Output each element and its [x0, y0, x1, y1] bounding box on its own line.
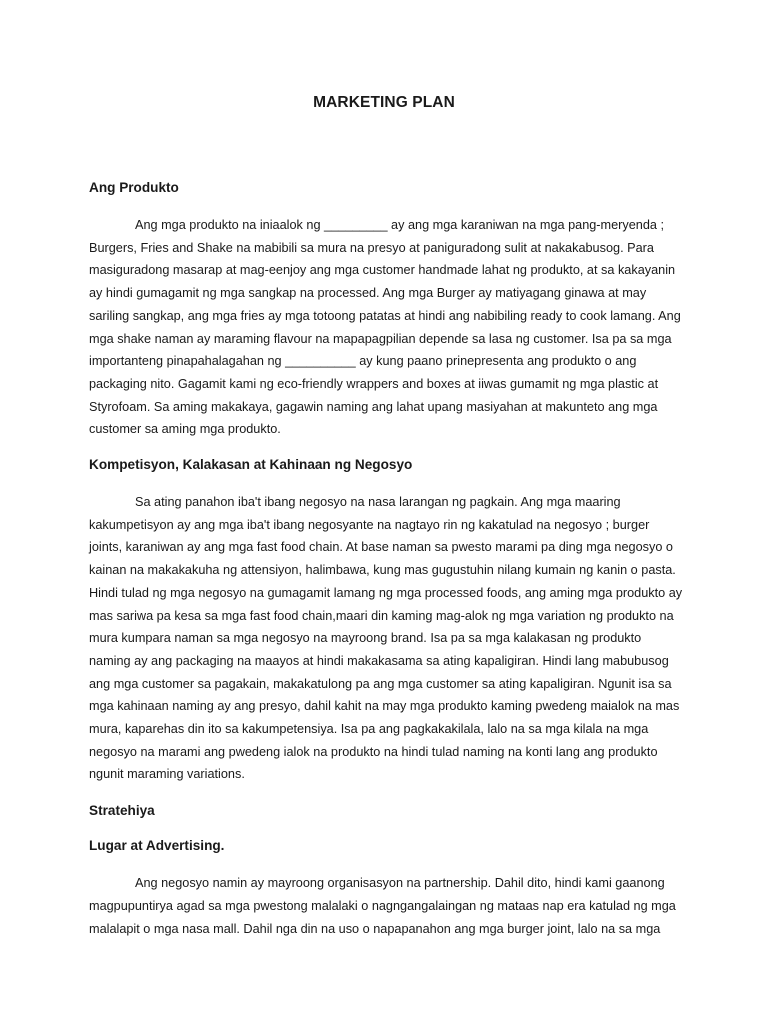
section-heading-lugar-advertising: Lugar at Advertising.	[89, 838, 225, 854]
paragraph-line: Ang mga produkto na iniaalok ng _________ ay ang mga karaniwan na mga pang-meryenda ;	[135, 218, 665, 232]
section-heading-kompetisyon: Kompetisyon, Kalakasan at Kahinaan ng Negosyo	[89, 457, 413, 473]
section-paragraph-lugar-advertising	[89, 872, 679, 940]
paragraph-line: naming ay ang packaging na maayos at hindi makakasama sa ating kapaligiran. Hindi lang mabubusog	[89, 653, 669, 668]
paragraph-line: magpupuntirya agad sa mga pwestong malalaki o nagngangalaingan ng mataas nap era katulad ng mga	[89, 898, 676, 913]
paragraph-line: mga kahinaan naming ay ang presyo, dahil kahit na may mga produkto kaming pwedeng maialok na mas	[89, 699, 680, 714]
paragraph-line: Ang negosyo namin ay mayroong organisasyon na partnership. Dahil dito, hindi kami gaanong	[135, 876, 665, 891]
section-heading-stratehiya: Stratehiya	[89, 803, 155, 819]
paragraph-line: ngunit maraming variations.	[89, 767, 245, 782]
section-paragraph-kompetisyon	[89, 491, 683, 786]
document-title: MARKETING PLAN	[313, 94, 455, 111]
section-paragraph-produkto	[89, 214, 679, 441]
paragraph-line: mura kumpara naman sa mga negosyo na mayroong brand. Isa pa sa mga kalakasan ng produkto	[89, 631, 642, 646]
document-body	[89, 178, 683, 940]
paragraph-line: negosyo na marami ang pwedeng ialok na produkto na hindi tulad naming na konti lang ang produkto	[89, 744, 658, 759]
paragraph-line: Hindi tulad ng mga negosyo na gumagamit lamang ng mga processed foods, ang aming mga produkto ay	[89, 585, 683, 600]
paragraph-line: customer sa aming mga produkto.	[89, 422, 281, 437]
paragraph-line: Burgers, Fries and Shake na mabibili sa mura na presyo at paniguradong sulit at nakakabusog. Para	[89, 240, 654, 255]
paragraph-line: sariling sangkap, ang mga fries ay mga totoong patatas at hindi ang nabibiling ready to cook lamang. Ang	[89, 308, 681, 323]
paragraph-line: ay hindi gumagamit ng mga sangkap na processed. Ang mga Burger ay matiyagang ginawa at may	[89, 286, 647, 301]
paragraph-line: importanteng pinapahalagahan ng __________ ay kung paano prinepresenta ang produkto o ang	[89, 354, 637, 369]
paragraph-line: mura, kaparehas din ito sa kakumpetensiya. Isa pa ang pagkakakilala, lalo na sa mga kilala na mga	[89, 722, 649, 737]
paragraph-line: ang mga customer sa pagakain, makakatulong pa ang mga customer sa ating kapaligiran. Ngunit isa sa	[89, 676, 672, 691]
section-heading-produkto: Ang Produkto	[89, 180, 179, 195]
paragraph-line: masiguradong masarap at mag-eenjoy ang mga customer handmade lahat ng produkto, at sa kakayanin	[89, 263, 676, 278]
paragraph-line: joints, karaniwan ay ang mga fast food chain. At base naman sa pwesto marami pa ding mga negosyo o	[89, 540, 673, 555]
paragraph-line: mas sariwa pa kesa sa mga fast food chain,maari din kaming mag-alok ng mga variation ng produkto na	[89, 608, 674, 623]
paragraph-line: malalapit o mga nasa mall. Dahil nga din na uso o napapanahon ang mga burger joint, lalo na sa mga	[89, 921, 661, 936]
paragraph-line: mga shake naman ay maraming flavour na mapapagpilian depende sa lasa ng customer. Isa pa sa mga	[89, 331, 672, 346]
paragraph-line: Sa ating panahon iba't ibang negosyo na nasa larangan ng pagkain. Ang mga maaring	[135, 495, 621, 510]
paragraph-line: kainan na makakakuha ng attensiyon, halimbawa, kung mas gugustuhin nilang kumain ng kanin o pasta.	[89, 563, 676, 578]
paragraph-line: packaging nito. Gagamit kami ng eco-friendly wrappers and boxes at iiwas gumamit ng mga plastic at	[89, 376, 659, 391]
paragraph-line: Styrofoam. Sa aming makakaya, gagawin naming ang lahat upang masiyahan at makunteto ang mga	[89, 399, 658, 414]
paragraph-line: kakumpetisyon ay ang mga iba't ibang negosyante na nagtayo rin ng kakatulad na negosyo ; burger	[89, 517, 650, 532]
